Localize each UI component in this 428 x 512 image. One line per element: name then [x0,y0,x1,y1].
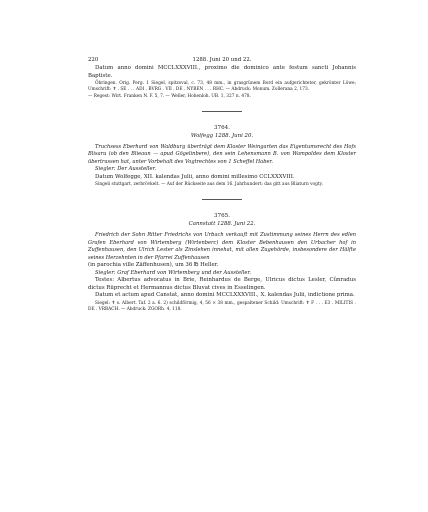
document-page [88,56,356,313]
doc-signer-3765: Siegler: Graf Eberhard von Wirtemberg und der Aussteller. [95,269,252,276]
doc-note-3764: Singeli stuttgart, zerbrövkelt. — Auf der Rückseite aus dem 16. Jahrhundert: das gitt aus Bliaturn vogty. [95,182,323,188]
running-title: 1288. Juni 20 und 22. [192,57,252,63]
prev-note-regest: — Regest: Wirt. Franken N. F. 5, 7. — Weller, Hohenloh. UB. 1, 327 n. 478. [88,93,251,99]
doc-regest-tail-3765: (in parochia ville Zäffenhusen), um 36 ℔ Heller. [88,262,219,269]
doc-datum-3765: Datum et actum apud Canstat, anno domini MCCLXXXVIII., X. kalendas Julii, indictione prima. [95,292,355,299]
doc-signer-3764: Siegler: Der Aussteller. [95,166,157,173]
section-divider [202,199,242,200]
doc-number-3765: 3765. [213,213,230,220]
doc-number-3764: 3764. [213,124,230,131]
doc-testes-3765: Testes: Albertus advocatus in Brie, Reinhardus de Berge, Ulricus dictus Lesler, Cûnradus dictus Rüprecht et Hermannus dictus Bluvat cives in Esselingen. [88,277,356,291]
running-head [88,56,356,65]
prev-datum: Datum anno domini MCCLXXXVIII., proximo die dominico ante festum sancti Johannis Baptiste. [88,65,356,79]
doc-regest-3764: Truchsess Eberhard von Waldburg überträgt dem Kloster Weingarten das Eigentumsrecht des Hofs Blisaru (ob den Blieaun — apud Gögelinbere), den sein Lehensmann B. von Wampoldes dem Kloster übertrassen hat, unter Vorbehalt des Vogtrechtes von 1 Scheffel Haber. [88,143,356,165]
doc-place-date-3764: Wolfegg 1288. Juni 20. [190,132,254,139]
section-divider [202,111,242,112]
doc-place-date-3765: Cannstatt 1288. Juni 22. [188,221,256,228]
doc-regest-3765: Friedrich der Sohn Ritter Friedrichs von Urbach verkauft mit Zustimmung seines Herrn des edlen Grafen Eberhard von Wirtemberg (Wirtenberc) dem Kloster Bebenhausen den Urbacher hof in Zuffenhausen, den Ulrich Lester als Zinslehen innehat, mit allen Zugehörde, insbesondere der Hälfte seines Herzehnten in der Pfarrei Zuffenhausen [88,232,356,261]
prev-note-seal: Öhringen. Orig. Perg. 1 Siegel, spitzoval, c. 73, 48 mm., in grasgrünem Bord ein aufgerichteter, gekrönter Löwe; Umschrift: ✝ . SE . . . ADI . BVRG . VII . DE . NYBEN . . . RHC. — Abdruck: Monum. Zollerana 2, 173. [88,81,356,93]
doc-datum-3764: Datum Wolfegge, XII. kalendas Julii, anno domini millesimo CCLXXXVIII. [95,173,295,180]
page-number: 220 [88,57,99,63]
doc-note-3765: Siegel: ✝ s. Albert. Taf. 2 a. 6. 2) schildförmig, 4, 56 × 38 mm., gespaltener Schild: Umschrift: ✝ F . . . E3 . MILITIS . DE . VRBACH. — Abdruck: ZGORh. 4, 118. [88,301,356,313]
